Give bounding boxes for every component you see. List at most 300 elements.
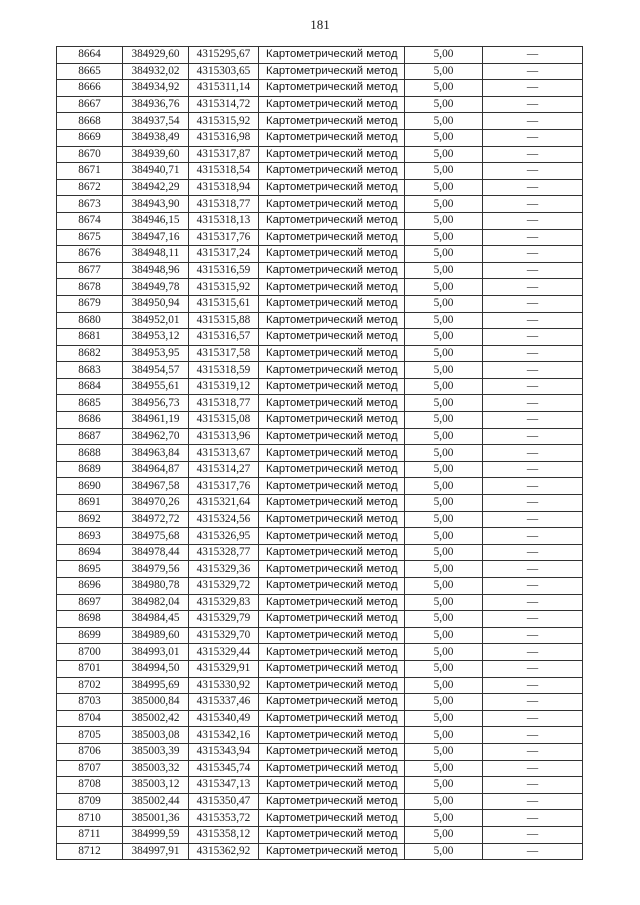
method-cell: Картометрический метод [259, 611, 405, 628]
x-coordinate-cell: 385001,36 [123, 810, 189, 827]
x-coordinate-cell: 384978,44 [123, 544, 189, 561]
table-row [57, 212, 583, 229]
point-number-cell: 8704 [57, 710, 123, 727]
accuracy-cell: 5,00 [405, 295, 483, 312]
y-coordinate-cell: 4315317,76 [189, 478, 259, 495]
table-row [57, 362, 583, 379]
description-cell: — [483, 611, 583, 628]
point-number-cell: 8669 [57, 129, 123, 146]
y-coordinate-cell: 4315315,92 [189, 113, 259, 130]
accuracy-cell: 5,00 [405, 329, 483, 346]
x-coordinate-cell: 384948,96 [123, 262, 189, 279]
y-coordinate-cell: 4315315,88 [189, 312, 259, 329]
x-coordinate-cell: 384970,26 [123, 495, 189, 512]
accuracy-cell: 5,00 [405, 179, 483, 196]
method-cell: Картометрический метод [259, 312, 405, 329]
table-row [57, 743, 583, 760]
description-cell: — [483, 528, 583, 545]
x-coordinate-cell: 384963,84 [123, 445, 189, 462]
description-cell: — [483, 760, 583, 777]
x-coordinate-cell: 384932,02 [123, 63, 189, 80]
y-coordinate-cell: 4315316,57 [189, 329, 259, 346]
description-cell: — [483, 710, 583, 727]
y-coordinate-cell: 4315317,76 [189, 229, 259, 246]
method-cell: Картометрический метод [259, 362, 405, 379]
table-row [57, 113, 583, 130]
method-cell: Картометрический метод [259, 544, 405, 561]
description-cell: — [483, 378, 583, 395]
method-cell: Картометрический метод [259, 212, 405, 229]
description-cell: — [483, 777, 583, 794]
point-number-cell: 8701 [57, 660, 123, 677]
accuracy-cell: 5,00 [405, 843, 483, 860]
table-row [57, 478, 583, 495]
table-row [57, 96, 583, 113]
table-row [57, 495, 583, 512]
method-cell: Картометрический метод [259, 395, 405, 412]
method-cell: Картометрический метод [259, 743, 405, 760]
accuracy-cell: 5,00 [405, 63, 483, 80]
x-coordinate-cell: 384938,49 [123, 129, 189, 146]
accuracy-cell: 5,00 [405, 461, 483, 478]
method-cell: Картометрический метод [259, 163, 405, 180]
table-row [57, 146, 583, 163]
point-number-cell: 8681 [57, 329, 123, 346]
y-coordinate-cell: 4315347,13 [189, 777, 259, 794]
y-coordinate-cell: 4315329,83 [189, 594, 259, 611]
description-cell: — [483, 229, 583, 246]
point-number-cell: 8702 [57, 677, 123, 694]
method-cell: Картометрический метод [259, 810, 405, 827]
point-number-cell: 8687 [57, 428, 123, 445]
x-coordinate-cell: 384942,29 [123, 179, 189, 196]
description-cell: — [483, 660, 583, 677]
table-row [57, 262, 583, 279]
x-coordinate-cell: 384999,59 [123, 826, 189, 843]
description-cell: — [483, 743, 583, 760]
description-cell: — [483, 677, 583, 694]
point-number-cell: 8700 [57, 644, 123, 661]
table-row [57, 312, 583, 329]
method-cell: Картометрический метод [259, 246, 405, 263]
point-number-cell: 8665 [57, 63, 123, 80]
method-cell: Картометрический метод [259, 47, 405, 64]
method-cell: Картометрический метод [259, 478, 405, 495]
accuracy-cell: 5,00 [405, 611, 483, 628]
accuracy-cell: 5,00 [405, 594, 483, 611]
method-cell: Картометрический метод [259, 63, 405, 80]
y-coordinate-cell: 4315337,46 [189, 694, 259, 711]
table-row [57, 63, 583, 80]
table-row [57, 727, 583, 744]
y-coordinate-cell: 4315340,49 [189, 710, 259, 727]
accuracy-cell: 5,00 [405, 246, 483, 263]
table-row [57, 163, 583, 180]
table-row [57, 47, 583, 64]
y-coordinate-cell: 4315345,74 [189, 760, 259, 777]
y-coordinate-cell: 4315318,77 [189, 395, 259, 412]
y-coordinate-cell: 4315318,54 [189, 163, 259, 180]
point-number-cell: 8671 [57, 163, 123, 180]
description-cell: — [483, 727, 583, 744]
point-number-cell: 8667 [57, 96, 123, 113]
x-coordinate-cell: 384989,60 [123, 627, 189, 644]
x-coordinate-cell: 385002,42 [123, 710, 189, 727]
point-number-cell: 8685 [57, 395, 123, 412]
x-coordinate-cell: 384936,76 [123, 96, 189, 113]
table-row [57, 660, 583, 677]
y-coordinate-cell: 4315353,72 [189, 810, 259, 827]
point-number-cell: 8697 [57, 594, 123, 611]
y-coordinate-cell: 4315330,92 [189, 677, 259, 694]
point-number-cell: 8710 [57, 810, 123, 827]
accuracy-cell: 5,00 [405, 528, 483, 545]
point-number-cell: 8695 [57, 561, 123, 578]
method-cell: Картометрический метод [259, 826, 405, 843]
y-coordinate-cell: 4315328,77 [189, 544, 259, 561]
accuracy-cell: 5,00 [405, 561, 483, 578]
point-number-cell: 8688 [57, 445, 123, 462]
x-coordinate-cell: 384934,92 [123, 80, 189, 97]
y-coordinate-cell: 4315321,64 [189, 495, 259, 512]
x-coordinate-cell: 384975,68 [123, 528, 189, 545]
coordinates-table [56, 46, 583, 860]
x-coordinate-cell: 384949,78 [123, 279, 189, 296]
table-row [57, 561, 583, 578]
table-row [57, 611, 583, 628]
table-row [57, 295, 583, 312]
point-number-cell: 8689 [57, 461, 123, 478]
x-coordinate-cell: 384964,87 [123, 461, 189, 478]
point-number-cell: 8696 [57, 578, 123, 595]
x-coordinate-cell: 385003,39 [123, 743, 189, 760]
method-cell: Картометрический метод [259, 146, 405, 163]
method-cell: Картометрический метод [259, 461, 405, 478]
accuracy-cell: 5,00 [405, 826, 483, 843]
page-number: 181 [310, 17, 330, 32]
method-cell: Картометрический метод [259, 561, 405, 578]
accuracy-cell: 5,00 [405, 627, 483, 644]
y-coordinate-cell: 4315314,27 [189, 461, 259, 478]
y-coordinate-cell: 4315329,72 [189, 578, 259, 595]
description-cell: — [483, 345, 583, 362]
accuracy-cell: 5,00 [405, 727, 483, 744]
y-coordinate-cell: 4315329,44 [189, 644, 259, 661]
description-cell: — [483, 627, 583, 644]
x-coordinate-cell: 384953,95 [123, 345, 189, 362]
accuracy-cell: 5,00 [405, 262, 483, 279]
x-coordinate-cell: 384972,72 [123, 511, 189, 528]
description-cell: — [483, 262, 583, 279]
method-cell: Картометрический метод [259, 96, 405, 113]
point-number-cell: 8672 [57, 179, 123, 196]
point-number-cell: 8707 [57, 760, 123, 777]
accuracy-cell: 5,00 [405, 777, 483, 794]
method-cell: Картометрический метод [259, 694, 405, 711]
table-row [57, 694, 583, 711]
y-coordinate-cell: 4315329,36 [189, 561, 259, 578]
description-cell: — [483, 826, 583, 843]
method-cell: Картометрический метод [259, 760, 405, 777]
x-coordinate-cell: 384954,57 [123, 362, 189, 379]
y-coordinate-cell: 4315315,61 [189, 295, 259, 312]
accuracy-cell: 5,00 [405, 810, 483, 827]
point-number-cell: 8673 [57, 196, 123, 213]
point-number-cell: 8682 [57, 345, 123, 362]
accuracy-cell: 5,00 [405, 544, 483, 561]
table-row [57, 528, 583, 545]
accuracy-cell: 5,00 [405, 229, 483, 246]
y-coordinate-cell: 4315317,58 [189, 345, 259, 362]
method-cell: Картометрический метод [259, 262, 405, 279]
method-cell: Картометрический метод [259, 495, 405, 512]
point-number-cell: 8692 [57, 511, 123, 528]
x-coordinate-cell: 384955,61 [123, 378, 189, 395]
method-cell: Картометрический метод [259, 710, 405, 727]
method-cell: Картометрический метод [259, 511, 405, 528]
point-number-cell: 8698 [57, 611, 123, 628]
description-cell: — [483, 478, 583, 495]
y-coordinate-cell: 4315316,98 [189, 129, 259, 146]
y-coordinate-cell: 4315326,95 [189, 528, 259, 545]
accuracy-cell: 5,00 [405, 345, 483, 362]
y-coordinate-cell: 4315318,13 [189, 212, 259, 229]
table-row [57, 395, 583, 412]
description-cell: — [483, 395, 583, 412]
y-coordinate-cell: 4315316,59 [189, 262, 259, 279]
point-number-cell: 8705 [57, 727, 123, 744]
x-coordinate-cell: 384947,16 [123, 229, 189, 246]
x-coordinate-cell: 385003,08 [123, 727, 189, 744]
method-cell: Картометрический метод [259, 727, 405, 744]
table-row [57, 345, 583, 362]
method-cell: Картометрический метод [259, 279, 405, 296]
point-number-cell: 8703 [57, 694, 123, 711]
description-cell: — [483, 212, 583, 229]
y-coordinate-cell: 4315315,92 [189, 279, 259, 296]
description-cell: — [483, 63, 583, 80]
y-coordinate-cell: 4315319,12 [189, 378, 259, 395]
description-cell: — [483, 246, 583, 263]
description-cell: — [483, 329, 583, 346]
y-coordinate-cell: 4315311,14 [189, 80, 259, 97]
description-cell: — [483, 113, 583, 130]
point-number-cell: 8706 [57, 743, 123, 760]
description-cell: — [483, 279, 583, 296]
accuracy-cell: 5,00 [405, 445, 483, 462]
method-cell: Картометрический метод [259, 428, 405, 445]
x-coordinate-cell: 384940,71 [123, 163, 189, 180]
point-number-cell: 8683 [57, 362, 123, 379]
x-coordinate-cell: 384984,45 [123, 611, 189, 628]
method-cell: Картометрический метод [259, 644, 405, 661]
accuracy-cell: 5,00 [405, 312, 483, 329]
point-number-cell: 8699 [57, 627, 123, 644]
x-coordinate-cell: 384993,01 [123, 644, 189, 661]
description-cell: — [483, 196, 583, 213]
method-cell: Картометрический метод [259, 627, 405, 644]
description-cell: — [483, 412, 583, 429]
accuracy-cell: 5,00 [405, 362, 483, 379]
y-coordinate-cell: 4315342,16 [189, 727, 259, 744]
method-cell: Картометрический метод [259, 229, 405, 246]
table-row [57, 246, 583, 263]
method-cell: Картометрический метод [259, 843, 405, 860]
accuracy-cell: 5,00 [405, 113, 483, 130]
accuracy-cell: 5,00 [405, 578, 483, 595]
point-number-cell: 8686 [57, 412, 123, 429]
y-coordinate-cell: 4315324,56 [189, 511, 259, 528]
y-coordinate-cell: 4315329,91 [189, 660, 259, 677]
x-coordinate-cell: 384961,19 [123, 412, 189, 429]
accuracy-cell: 5,00 [405, 760, 483, 777]
x-coordinate-cell: 384939,60 [123, 146, 189, 163]
y-coordinate-cell: 4315329,70 [189, 627, 259, 644]
description-cell: — [483, 47, 583, 64]
method-cell: Картометрический метод [259, 412, 405, 429]
method-cell: Картометрический метод [259, 129, 405, 146]
y-coordinate-cell: 4315358,12 [189, 826, 259, 843]
method-cell: Картометрический метод [259, 80, 405, 97]
method-cell: Картометрический метод [259, 113, 405, 130]
accuracy-cell: 5,00 [405, 478, 483, 495]
method-cell: Картометрический метод [259, 378, 405, 395]
method-cell: Картометрический метод [259, 345, 405, 362]
table-row [57, 810, 583, 827]
table-row [57, 578, 583, 595]
point-number-cell: 8693 [57, 528, 123, 545]
point-number-cell: 8677 [57, 262, 123, 279]
y-coordinate-cell: 4315303,65 [189, 63, 259, 80]
point-number-cell: 8694 [57, 544, 123, 561]
accuracy-cell: 5,00 [405, 395, 483, 412]
method-cell: Картометрический метод [259, 660, 405, 677]
x-coordinate-cell: 384994,50 [123, 660, 189, 677]
accuracy-cell: 5,00 [405, 212, 483, 229]
x-coordinate-cell: 384950,94 [123, 295, 189, 312]
description-cell: — [483, 362, 583, 379]
description-cell: — [483, 96, 583, 113]
accuracy-cell: 5,00 [405, 196, 483, 213]
x-coordinate-cell: 384948,11 [123, 246, 189, 263]
table-row [57, 80, 583, 97]
method-cell: Картометрический метод [259, 196, 405, 213]
table-row [57, 229, 583, 246]
x-coordinate-cell: 384937,54 [123, 113, 189, 130]
accuracy-cell: 5,00 [405, 96, 483, 113]
method-cell: Картометрический метод [259, 445, 405, 462]
x-coordinate-cell: 385002,44 [123, 793, 189, 810]
x-coordinate-cell: 385003,32 [123, 760, 189, 777]
point-number-cell: 8666 [57, 80, 123, 97]
accuracy-cell: 5,00 [405, 80, 483, 97]
table-row [57, 710, 583, 727]
x-coordinate-cell: 384943,90 [123, 196, 189, 213]
table-row [57, 826, 583, 843]
point-number-cell: 8676 [57, 246, 123, 263]
accuracy-cell: 5,00 [405, 710, 483, 727]
description-cell: — [483, 445, 583, 462]
x-coordinate-cell: 384952,01 [123, 312, 189, 329]
accuracy-cell: 5,00 [405, 163, 483, 180]
y-coordinate-cell: 4315318,59 [189, 362, 259, 379]
accuracy-cell: 5,00 [405, 495, 483, 512]
x-coordinate-cell: 384997,91 [123, 843, 189, 860]
table-row [57, 445, 583, 462]
description-cell: — [483, 495, 583, 512]
description-cell: — [483, 843, 583, 860]
y-coordinate-cell: 4315313,67 [189, 445, 259, 462]
accuracy-cell: 5,00 [405, 743, 483, 760]
x-coordinate-cell: 384956,73 [123, 395, 189, 412]
y-coordinate-cell: 4315315,08 [189, 412, 259, 429]
accuracy-cell: 5,00 [405, 694, 483, 711]
accuracy-cell: 5,00 [405, 378, 483, 395]
point-number-cell: 8680 [57, 312, 123, 329]
x-coordinate-cell: 384953,12 [123, 329, 189, 346]
description-cell: — [483, 594, 583, 611]
point-number-cell: 8674 [57, 212, 123, 229]
method-cell: Картометрический метод [259, 594, 405, 611]
description-cell: — [483, 511, 583, 528]
table-row [57, 196, 583, 213]
point-number-cell: 8679 [57, 295, 123, 312]
description-cell: — [483, 561, 583, 578]
method-cell: Картометрический метод [259, 793, 405, 810]
method-cell: Картометрический метод [259, 179, 405, 196]
point-number-cell: 8712 [57, 843, 123, 860]
accuracy-cell: 5,00 [405, 428, 483, 445]
point-number-cell: 8709 [57, 793, 123, 810]
table-row [57, 793, 583, 810]
point-number-cell: 8670 [57, 146, 123, 163]
x-coordinate-cell: 384982,04 [123, 594, 189, 611]
y-coordinate-cell: 4315314,72 [189, 96, 259, 113]
accuracy-cell: 5,00 [405, 47, 483, 64]
method-cell: Картометрический метод [259, 578, 405, 595]
description-cell: — [483, 461, 583, 478]
table-row [57, 511, 583, 528]
point-number-cell: 8691 [57, 495, 123, 512]
y-coordinate-cell: 4315343,94 [189, 743, 259, 760]
description-cell: — [483, 129, 583, 146]
accuracy-cell: 5,00 [405, 129, 483, 146]
y-coordinate-cell: 4315318,94 [189, 179, 259, 196]
point-number-cell: 8690 [57, 478, 123, 495]
table-row [57, 329, 583, 346]
table-row [57, 461, 583, 478]
x-coordinate-cell: 384962,70 [123, 428, 189, 445]
accuracy-cell: 5,00 [405, 412, 483, 429]
method-cell: Картометрический метод [259, 295, 405, 312]
description-cell: — [483, 694, 583, 711]
point-number-cell: 8711 [57, 826, 123, 843]
accuracy-cell: 5,00 [405, 146, 483, 163]
table-row [57, 677, 583, 694]
description-cell: — [483, 163, 583, 180]
method-cell: Картометрический метод [259, 329, 405, 346]
description-cell: — [483, 312, 583, 329]
accuracy-cell: 5,00 [405, 677, 483, 694]
x-coordinate-cell: 384967,58 [123, 478, 189, 495]
coordinates-table-body [57, 47, 583, 860]
table-row [57, 594, 583, 611]
point-number-cell: 8678 [57, 279, 123, 296]
method-cell: Картометрический метод [259, 528, 405, 545]
y-coordinate-cell: 4315313,96 [189, 428, 259, 445]
y-coordinate-cell: 4315329,79 [189, 611, 259, 628]
method-cell: Картометрический метод [259, 677, 405, 694]
